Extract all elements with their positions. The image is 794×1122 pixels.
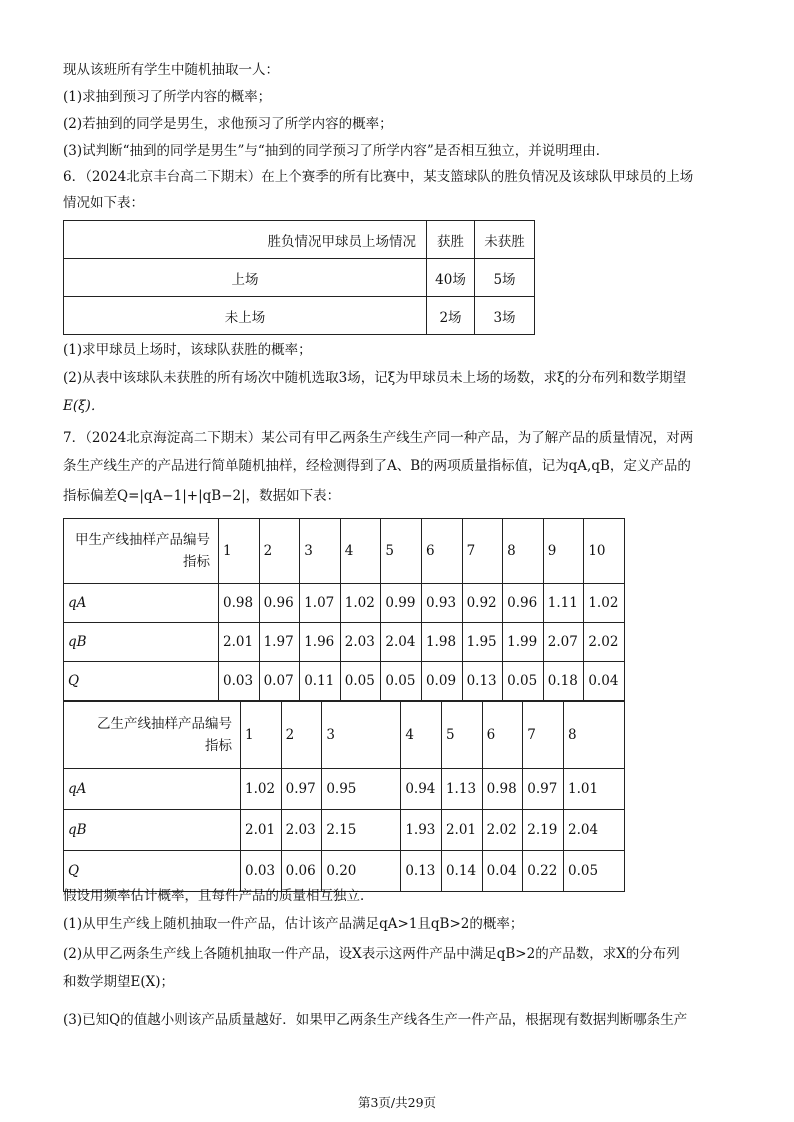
row-label: Q bbox=[64, 851, 241, 892]
table-cell: 2.03 bbox=[281, 810, 322, 851]
table-cell: 1.01 bbox=[564, 769, 625, 810]
table-cell: 0.04 bbox=[482, 851, 523, 892]
question-6-stem: 6．（2024北京丰台高二下期末）在上个赛季的所有比赛中，某支篮球队的胜负情况及该球队甲球员的上场 bbox=[63, 169, 694, 185]
table-header-cell: 8 bbox=[503, 519, 544, 584]
table-header-cell: 3 bbox=[322, 702, 401, 769]
table-cell: 1.07 bbox=[300, 584, 341, 623]
table-header-cell: 5 bbox=[381, 519, 422, 584]
table-cell: 未上场 bbox=[64, 297, 427, 335]
question-7-stem-cont: 指标偏差Q=|qA−1|+|qB−2|，数据如下表： bbox=[63, 488, 341, 504]
table-cell: 0.98 bbox=[219, 584, 260, 623]
table-header-cell: 4 bbox=[401, 702, 442, 769]
table-header-cell: 2 bbox=[259, 519, 300, 584]
table-cell: 2场 bbox=[427, 297, 475, 335]
table-cell: 0.98 bbox=[482, 769, 523, 810]
table-cell: 2.01 bbox=[441, 810, 482, 851]
table-cell: 2.07 bbox=[543, 623, 584, 662]
table-cell: 3场 bbox=[475, 297, 535, 335]
table-header-cell: 4 bbox=[340, 519, 381, 584]
table-header-cell: 1 bbox=[241, 702, 282, 769]
question-part: (1)从甲生产线上随机抽取一件产品，估计该产品满足qA>1且qB>2的概率； bbox=[63, 916, 524, 932]
question-7-stem: 7．（2024北京海淀高二下期末）某公司有甲乙两条生产线生产同一种产品，为了解产品的质量情况，对两 bbox=[63, 430, 694, 446]
table-cell: 1.97 bbox=[259, 623, 300, 662]
question-6-stem-cont: 情况如下表： bbox=[63, 195, 144, 211]
table-cell: 40场 bbox=[427, 259, 475, 297]
table-cell: 1.99 bbox=[503, 623, 544, 662]
header-title: 甲生产线抽样产品编号 bbox=[75, 532, 210, 548]
table-header-cell bbox=[64, 702, 241, 769]
table-header-cell: 7 bbox=[523, 702, 564, 769]
table-header-cell: 未获胜 bbox=[475, 221, 535, 259]
question-part: (1)求抽到预习了所学内容的概率； bbox=[63, 89, 272, 105]
header-title: 乙生产线抽样产品编号 bbox=[97, 716, 232, 732]
table-header-cell: 6 bbox=[421, 519, 462, 584]
table-cell: 1.02 bbox=[340, 584, 381, 623]
table-cell: 0.03 bbox=[219, 662, 260, 701]
table-cell: 1.95 bbox=[462, 623, 503, 662]
table-cell: 0.97 bbox=[281, 769, 322, 810]
question-7-stem-cont: 条生产线生产的产品进行简单随机抽样，经检测得到了A、B的两项质量指标值，记为qA,qB，定义产品的 bbox=[63, 458, 691, 474]
table-header-cell: 10 bbox=[584, 519, 625, 584]
question-part: (3)已知Q的值越小则该产品质量越好．如果甲乙两条生产线各生产一件产品，根据现有数据判断哪条生产 bbox=[63, 1012, 688, 1028]
row-label: Q bbox=[64, 662, 219, 701]
table-cell: 0.04 bbox=[584, 662, 625, 701]
table-header-cell: 8 bbox=[564, 702, 625, 769]
table-cell: 0.13 bbox=[401, 851, 442, 892]
table-cell: 0.03 bbox=[241, 851, 282, 892]
table-cell: 2.01 bbox=[219, 623, 260, 662]
table-header-cell: 5 bbox=[441, 702, 482, 769]
table-cell: 1.02 bbox=[584, 584, 625, 623]
expectation-formula: E(ξ)． bbox=[63, 398, 105, 414]
table-cell: 0.94 bbox=[401, 769, 442, 810]
table-cell: 0.13 bbox=[462, 662, 503, 701]
table-cell: 2.03 bbox=[340, 623, 381, 662]
table-cell: 0.18 bbox=[543, 662, 584, 701]
table-cell: 0.05 bbox=[340, 662, 381, 701]
question-part: (1)求甲球员上场时，该球队获胜的概率； bbox=[63, 342, 312, 358]
question-part: (2)从表中该球队未获胜的所有场次中随机选取3场，记ξ为甲球员未上场的场数，求ξ的分布列和数学期望 bbox=[63, 370, 687, 386]
table-cell: 0.05 bbox=[564, 851, 625, 892]
header-subtitle: 指标 bbox=[183, 554, 210, 570]
table-cell: 1.13 bbox=[441, 769, 482, 810]
table-cell: 2.02 bbox=[482, 810, 523, 851]
table-cell: 1.93 bbox=[401, 810, 442, 851]
line-a-table bbox=[63, 518, 625, 701]
table-cell: 上场 bbox=[64, 259, 427, 297]
table-header-cell: 3 bbox=[300, 519, 341, 584]
table-cell: 0.92 bbox=[462, 584, 503, 623]
text-line: 假设用频率估计概率，且每件产品的质量相互独立． bbox=[63, 888, 374, 904]
game-table bbox=[63, 220, 535, 335]
row-label: qB bbox=[64, 623, 219, 662]
table-cell: 0.20 bbox=[322, 851, 401, 892]
table-cell: 0.05 bbox=[503, 662, 544, 701]
row-label: qB bbox=[64, 810, 241, 851]
page-number: 第3页/共29页 bbox=[357, 1095, 437, 1110]
question-part-cont: 和数学期望E(X)； bbox=[63, 974, 174, 990]
table-cell: 0.97 bbox=[523, 769, 564, 810]
header-subtitle: 指标 bbox=[205, 738, 232, 754]
line-b-table bbox=[63, 701, 625, 892]
table-header-cell: 7 bbox=[462, 519, 503, 584]
table-cell: 1.02 bbox=[241, 769, 282, 810]
table-cell: 0.96 bbox=[259, 584, 300, 623]
question-part: (2)从甲乙两条生产线上各随机抽取一件产品，设X表示这两件产品中满足qB>2的产品数，求X的分布列 bbox=[63, 946, 680, 962]
table-header-cell bbox=[64, 519, 219, 584]
table-cell: 0.93 bbox=[421, 584, 462, 623]
table-cell: 0.11 bbox=[300, 662, 341, 701]
table-cell: 0.99 bbox=[381, 584, 422, 623]
table-cell: 0.09 bbox=[421, 662, 462, 701]
table-header-cell: 1 bbox=[219, 519, 260, 584]
table-cell: 2.04 bbox=[381, 623, 422, 662]
table-cell: 2.19 bbox=[523, 810, 564, 851]
table-cell: 0.07 bbox=[259, 662, 300, 701]
table-cell: 2.15 bbox=[322, 810, 401, 851]
text-line: 现从该班所有学生中随机抽取一人： bbox=[63, 62, 279, 78]
table-header-cell: 9 bbox=[543, 519, 584, 584]
row-label: qA bbox=[64, 584, 219, 623]
table-header-cell: 获胜 bbox=[427, 221, 475, 259]
table-cell: 1.11 bbox=[543, 584, 584, 623]
table-cell: 5场 bbox=[475, 259, 535, 297]
table-cell: 0.95 bbox=[322, 769, 401, 810]
table-cell: 0.14 bbox=[441, 851, 482, 892]
table-cell: 2.01 bbox=[241, 810, 282, 851]
table-cell: 2.02 bbox=[584, 623, 625, 662]
table-header-cell: 6 bbox=[482, 702, 523, 769]
table-cell: 0.22 bbox=[523, 851, 564, 892]
table-cell: 0.06 bbox=[281, 851, 322, 892]
table-cell: 1.98 bbox=[421, 623, 462, 662]
question-part: (2)若抽到的同学是男生，求他预习了所学内容的概率； bbox=[63, 116, 393, 132]
table-cell: 0.05 bbox=[381, 662, 422, 701]
table-cell: 0.96 bbox=[503, 584, 544, 623]
table-header-cell: 胜负情况甲球员上场情况 bbox=[64, 221, 427, 259]
question-part: (3)试判断“抽到的同学是男生”与“抽到的同学预习了所学内容”是否相互独立，并说明理由． bbox=[63, 143, 610, 159]
row-label: qA bbox=[64, 769, 241, 810]
table-cell: 2.04 bbox=[564, 810, 625, 851]
table-cell: 1.96 bbox=[300, 623, 341, 662]
table-header-cell: 2 bbox=[281, 702, 322, 769]
